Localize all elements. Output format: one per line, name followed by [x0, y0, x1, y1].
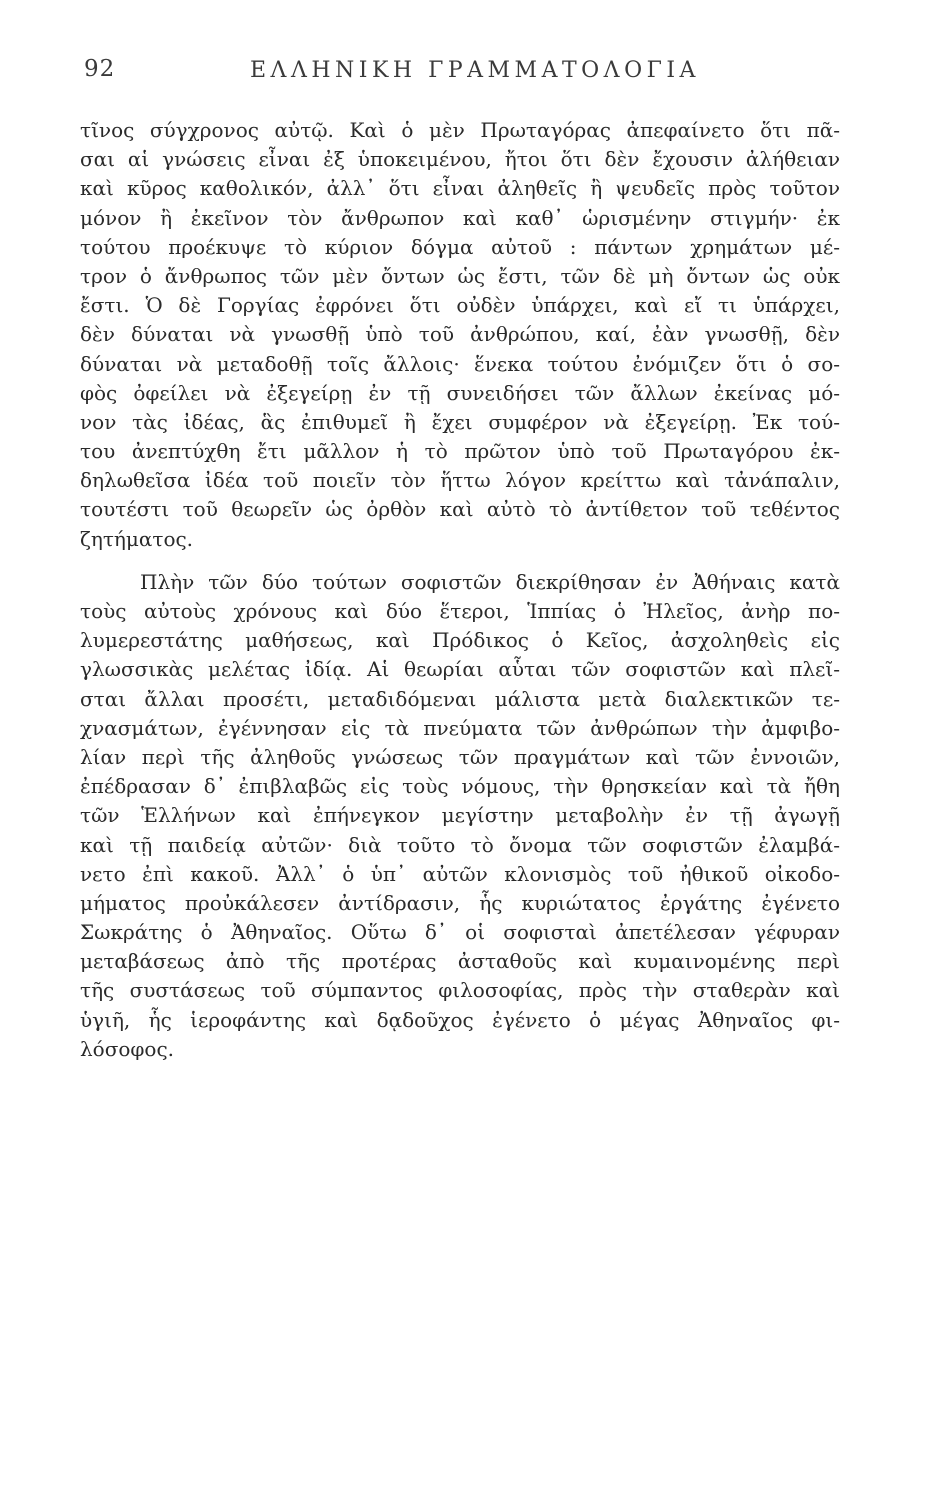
text-line: ἐπέδρασαν δ᾽ ἐπιβλαβῶς εἰς τοὺς νόμους, τὴν θρησκείαν καὶ τὰ ἤθη	[80, 774, 840, 799]
text-line: τρον ὁ ἄνθρωπος τῶν μὲν ὄντων ὡς ἔστι, τῶν δὲ μὴ ὄντων ὡς οὐκ	[80, 263, 840, 288]
text-line: τῖνος σύγχρονος αὐτῷ. Καὶ ὁ μὲν Πρωταγόρας ἀπεφαίνετο ὅτι πᾶ-	[80, 118, 840, 142]
text-line: σται ἄλλαι προσέτι, μεταδιδόμεναι μάλιστα μετὰ διαλεκτικῶν τε-	[80, 686, 840, 711]
paragraph	[80, 568, 840, 1064]
text-line: λίαν περὶ τῆς ἀληθοῦς γνώσεως τῶν πραγμάτων καὶ τῶν ἐννοιῶν,	[80, 744, 840, 769]
text-line: ὑγιῆ, ἧς ἱεροφάντης καὶ δᾳδοῦχος ἐγένετο ὁ μέγας Ἀθηναῖος φι-	[80, 1007, 840, 1032]
text-line: καὶ κῦρος καθολικόν, ἀλλ᾽ ὅτι εἶναι ἀληθεῖς ἢ ψευδεῖς πρὸς τοῦτον	[80, 176, 840, 201]
text-line: λυμερεστάτης μαθήσεως, καὶ Πρόδικος ὁ Κεῖος, ἀσχοληθεὶς εἰς	[80, 628, 840, 653]
text-line: χνασμάτων, ἐγέννησαν εἰς τὰ πνεύματα τῶν ἀνθρώπων τὴν ἀμφιβο-	[80, 715, 840, 740]
text-line: νετο ἐπὶ κακοῦ. Ἀλλ᾽ ὁ ὑπ᾽ αὐτῶν κλονισμὸς τοῦ ἠθικοῦ οἰκοδο-	[80, 861, 840, 886]
text-line: μόνον ἢ ἐκεῖνον τὸν ἄνθρωπον καὶ καθ᾽ ὡρισμένην στιγμήν· ἐκ	[80, 205, 840, 230]
paragraph-gap	[80, 554, 840, 568]
text-line: τουτέστι τοῦ θεωρεῖν ὡς ὀρθὸν καὶ αὐτὸ τὸ ἀντίθετον τοῦ τεθέντος	[80, 497, 840, 522]
body-text	[80, 116, 840, 1064]
text-line: τῆς συστάσεως τοῦ σύμπαντος φιλοσοφίας, πρὸς τὴν σταθερὰν καὶ	[80, 978, 840, 1003]
text-line: μεταβάσεως ἀπὸ τῆς προτέρας ἀσταθοῦς καὶ κυμαινομένης περὶ	[80, 949, 840, 974]
text-line: μήματος προὐκάλεσεν ἀντίδρασιν, ἧς κυριώτατος ἐργάτης ἐγένετο	[80, 890, 840, 915]
text-line: νον τὰς ἰδέας, ἃς ἐπιθυμεῖ ἢ ἔχει συμφέρον νὰ ἐξεγείρῃ. Ἐκ τού-	[80, 409, 840, 434]
text-line: Σωκράτης ὁ Ἀθηναῖος. Οὕτω δ᾽ οἱ σοφισταὶ ἀπετέλεσαν γέφυραν	[80, 920, 840, 945]
text-line: τῶν Ἑλλήνων καὶ ἐπήνεγκον μεγίστην μεταβολὴν ἐν τῇ ἀγωγῇ	[80, 803, 840, 828]
text-line: φὸς ὀφείλει νὰ ἐξεγείρῃ ἐν τῇ συνειδήσει τῶν ἄλλων ἐκείνας μό-	[80, 380, 840, 405]
text-line: καὶ τῇ παιδείᾳ αὐτῶν· διὰ τοῦτο τὸ ὄνομα τῶν σοφιστῶν ἐλαμβά-	[80, 832, 840, 857]
running-title: ΕΛΛΗΝΙΚΗ ΓΡΑΜΜΑΤΟΛΟΓΙΑ	[250, 58, 700, 83]
text-line: δύναται νὰ μεταδοθῇ τοῖς ἄλλοις· ἕνεκα τούτου ἐνόμιζεν ὅτι ὁ σο-	[80, 351, 840, 376]
paragraph	[80, 116, 840, 554]
text-line: τούτου προέκυψε τὸ κύριον δόγμα αὐτοῦ : πάντων χρημάτων μέ-	[80, 234, 840, 259]
text-line: σαι αἱ γνώσεις εἶναι ἐξ ὑποκειμένου, ἤτοι ὅτι δὲν ἔχουσιν ἀλήθειαν	[80, 147, 840, 172]
text-line: δηλωθεῖσα ἰδέα τοῦ ποιεῖν τὸν ἥττω λόγον κρείττω καὶ τἀνάπαλιν,	[80, 468, 840, 493]
text-line: λόσοφος.	[80, 1036, 175, 1061]
page-number: 92	[84, 56, 116, 82]
text-line: τοὺς αὐτοὺς χρόνους καὶ δύο ἕτεροι, Ἱππίας ὁ Ἠλεῖος, ἀνὴρ πο-	[80, 599, 840, 623]
text-line: δὲν δύναται νὰ γνωσθῇ ὑπὸ τοῦ ἀνθρώπου, καί, ἐὰν γνωσθῇ, δὲν	[80, 322, 840, 347]
text-line: Πλὴν τῶν δύο τούτων σοφιστῶν διεκρίθησαν ἐν Ἀθήναις κατὰ	[140, 569, 840, 594]
text-line: ζητήματος.	[80, 526, 194, 551]
text-line: ἔστι. Ὁ δὲ Γοργίας ἐφρόνει ὅτι οὐδὲν ὑπάρχει, καὶ εἴ τι ὑπάρχει,	[80, 293, 840, 318]
text-line: του ἀνεπτύχθη ἔτι μᾶλλον ἡ τὸ πρῶτον ὑπὸ τοῦ Πρωταγόρου ἐκ-	[80, 439, 840, 464]
text-line: γλωσσικὰς μελέτας ἰδίᾳ. Αἱ θεωρίαι αὗται τῶν σοφιστῶν καὶ πλεῖ-	[80, 657, 840, 682]
